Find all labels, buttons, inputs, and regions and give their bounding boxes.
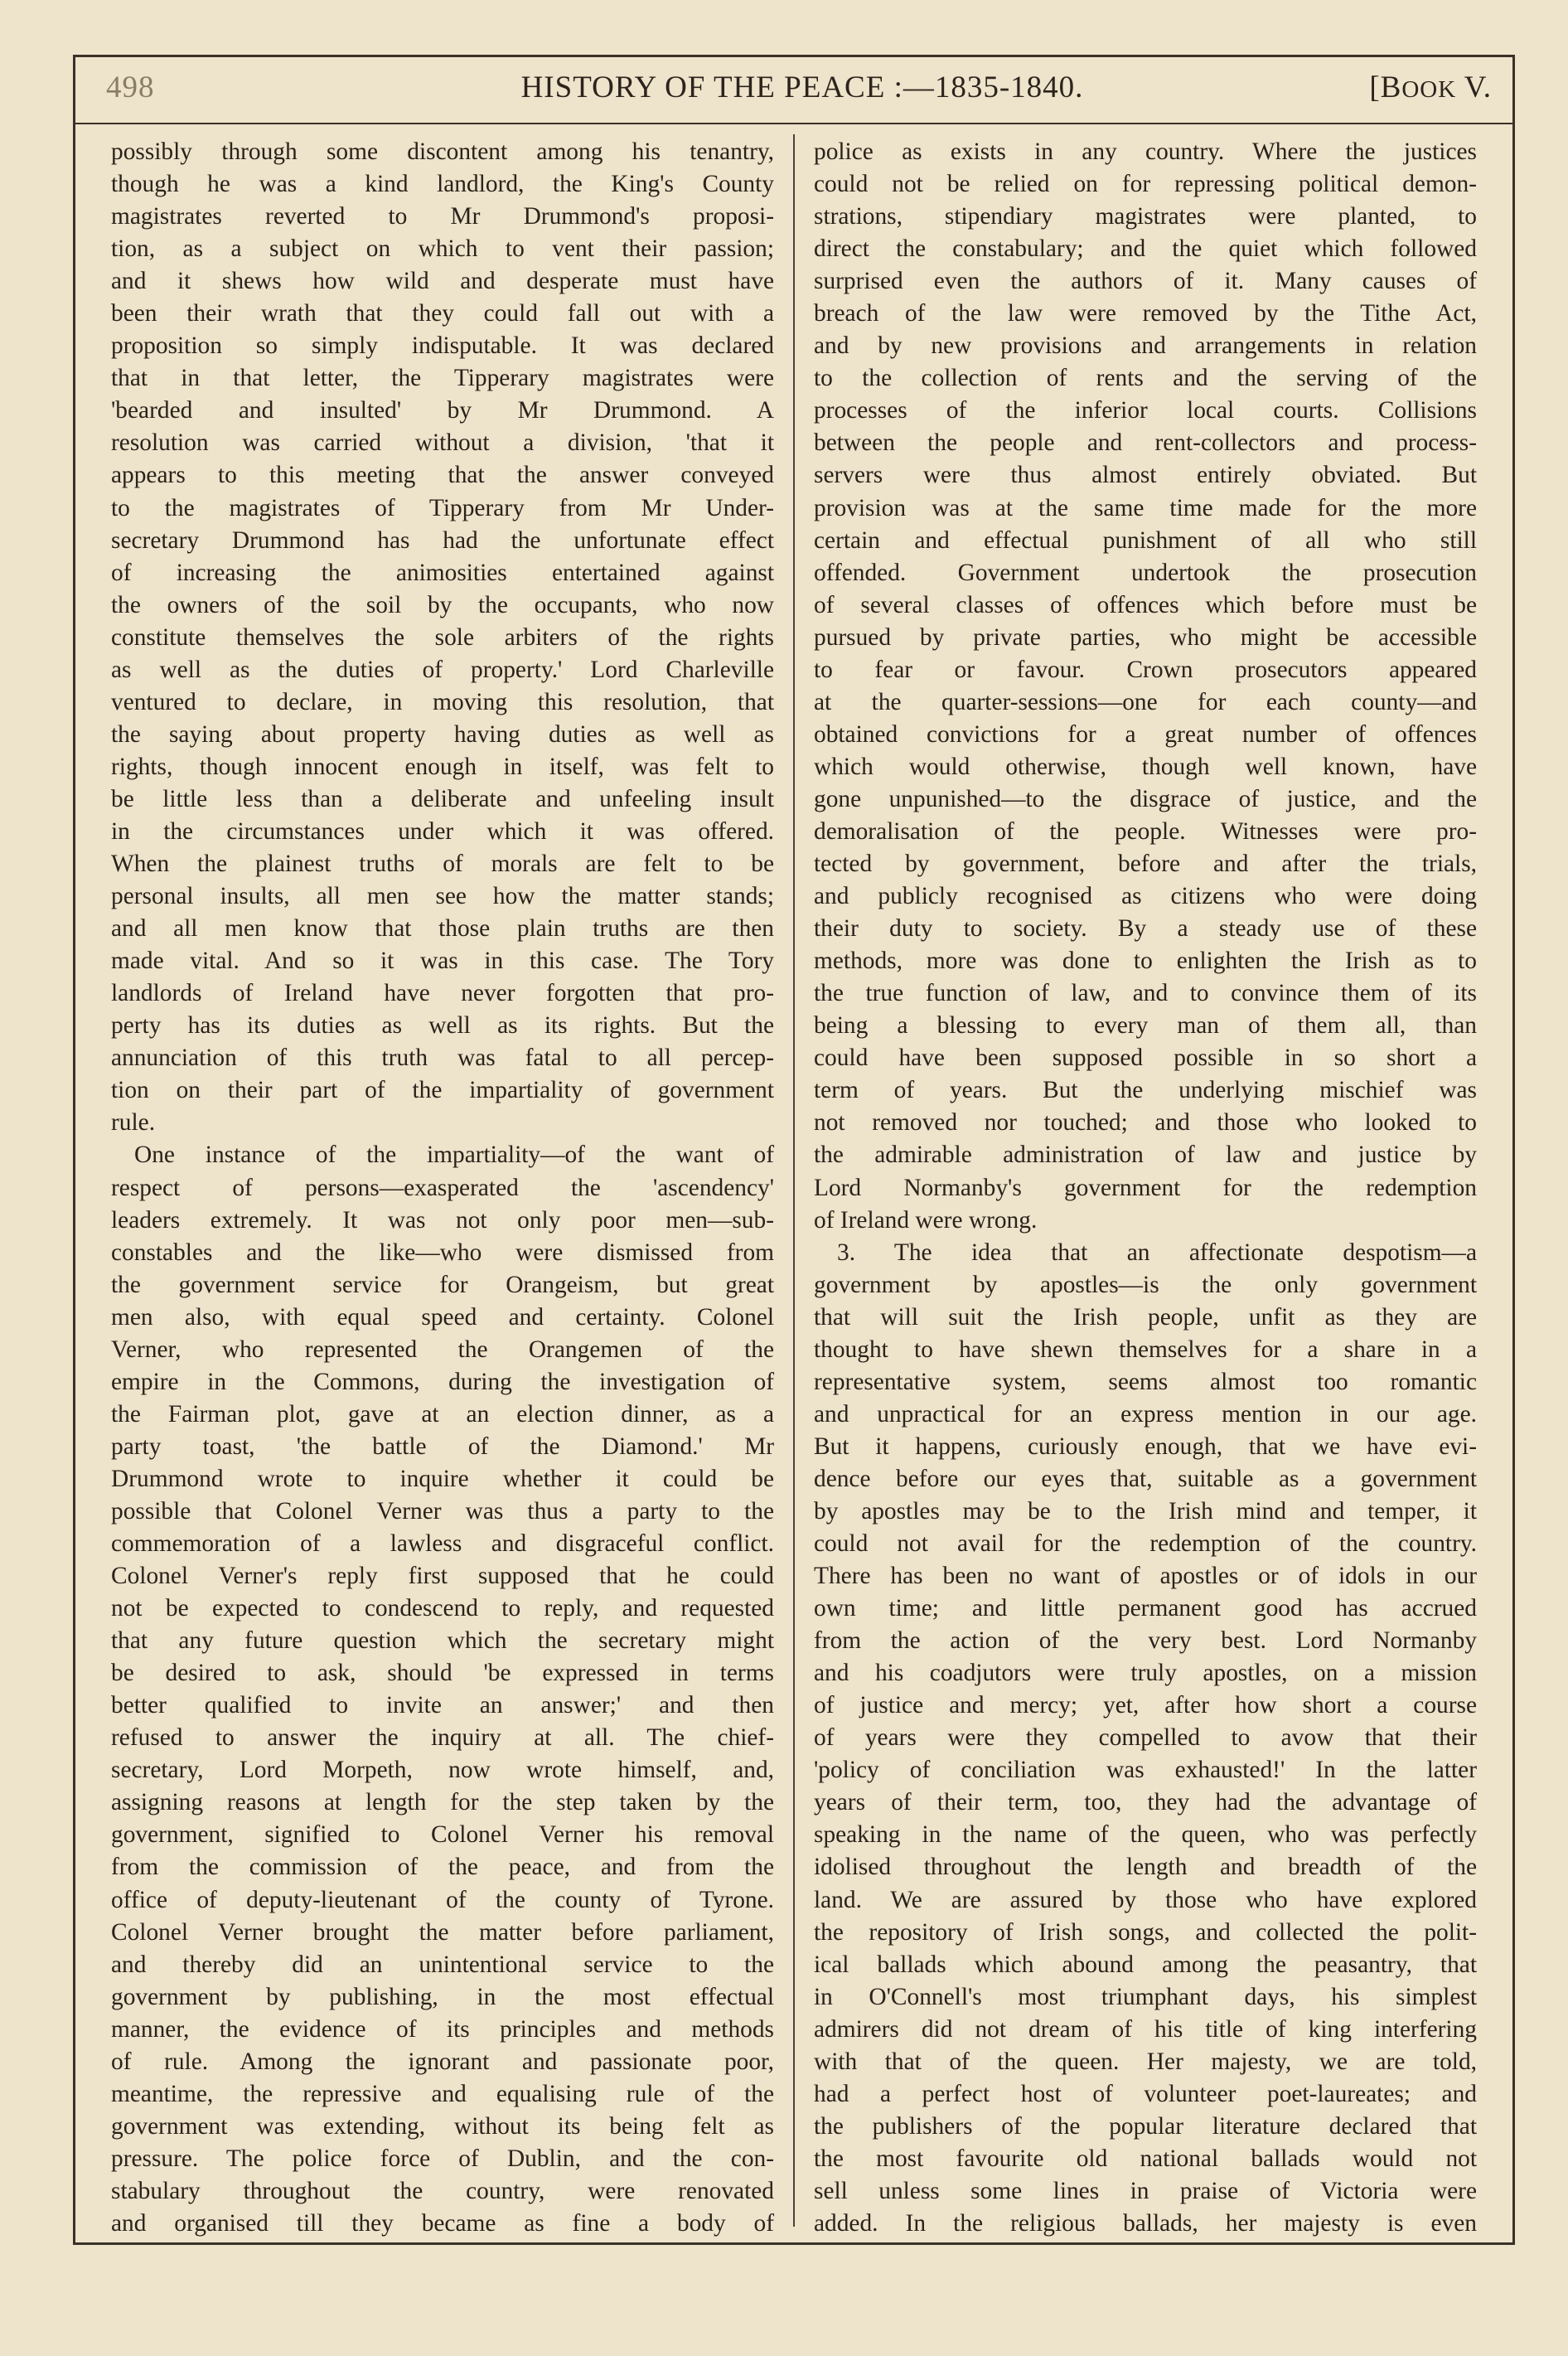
text-line: idolised throughout the length and breadth of the: [814, 1854, 1477, 1881]
text-line: rule.: [111, 1109, 156, 1137]
text-line: possibly through some discontent among his tenantry,: [111, 138, 774, 165]
text-line: pressure. The police force of Dublin, and the con-: [111, 2145, 774, 2172]
text-line: assigning reasons at length for the step taken by the: [111, 1789, 774, 1816]
text-line: not be expected to condescend to reply, and requested: [111, 1595, 774, 1622]
text-line: demoralisation of the people. Witnesses were pro-: [814, 817, 1477, 845]
text-line: proposition so simply indisputable. It was declared: [111, 332, 774, 360]
text-line: Colonel Verner brought the matter before parliament,: [111, 1918, 774, 1946]
text-line: and unpractical for an express mention in our age.: [814, 1400, 1477, 1428]
text-line: tion, as a subject on which to vent their passion;: [111, 235, 774, 263]
text-line: in the circumstances under which it was offered.: [111, 817, 774, 845]
text-line: breach of the law were removed by the Tithe Act,: [814, 300, 1477, 327]
text-line: and publicly recognised as citizens who were doing: [814, 883, 1477, 910]
text-line: at the quarter-sessions—one for each county—and: [814, 688, 1477, 715]
text-line: the saying about property having duties as well as: [111, 720, 774, 748]
text-line: direct the constabulary; and the quiet which followed: [814, 235, 1477, 263]
text-line: could not avail for the redemption of the country.: [814, 1530, 1477, 1558]
text-line: of Ireland were wrong.: [814, 1206, 1038, 1234]
left-column: [111, 136, 774, 2240]
text-line: servers were thus almost entirely obviated. But: [814, 462, 1477, 489]
running-header: [106, 70, 1498, 114]
text-line: had a perfect host of volunteer poet-laureates; and: [814, 2080, 1477, 2107]
text-line: annunciation of this truth was fatal to all percep-: [111, 1045, 774, 1072]
text-line: and by new provisions and arrangements in relation: [814, 332, 1477, 360]
text-line: Colonel Verner's reply first supposed that he could: [111, 1563, 774, 1590]
text-line: of increasing the animosities entertained against: [111, 559, 774, 586]
text-line: to the collection of rents and the serving of the: [814, 365, 1477, 392]
text-line: though he was a kind landlord, the King's County: [111, 171, 774, 198]
text-line: Lord Normanby's government for the redemption: [814, 1174, 1477, 1201]
text-line: and organised till they became as fine a body of: [111, 2210, 774, 2237]
text-line: sell unless some lines in praise of Victoria were: [814, 2177, 1477, 2204]
text-line: from the commission of the peace, and from the: [111, 1854, 774, 1881]
text-line: to fear or favour. Crown prosecutors appeared: [814, 656, 1477, 683]
book-ref-suffix: V.: [1456, 70, 1492, 104]
text-line: leaders extremely. It was not only poor men—sub-: [111, 1206, 774, 1234]
text-line: in O'Connell's most triumphant days, his simplest: [814, 1983, 1477, 2010]
text-line: Verner, who represented the Orangemen of the: [111, 1336, 774, 1363]
text-line: rights, though innocent enough in itself, was felt to: [111, 753, 774, 780]
text-line: tion on their part of the impartiality of government: [111, 1077, 774, 1104]
text-line: perty has its duties as well as its rights. But the: [111, 1012, 774, 1040]
text-line: government by apostles—is the only government: [814, 1271, 1477, 1298]
text-line: the owners of the soil by the occupants, who now: [111, 591, 774, 618]
text-line: certain and effectual punishment of all who still: [814, 526, 1477, 554]
text-line: of several classes of offences which before must be: [814, 591, 1477, 618]
text-line: 'bearded and insulted' by Mr Drummond. A: [111, 397, 774, 424]
text-line: ventured to declare, in moving this resolution, that: [111, 688, 774, 715]
text-line: tected by government, before and after the trials,: [814, 851, 1477, 878]
text-line: possible that Colonel Verner was thus a party to the: [111, 1497, 774, 1525]
text-line: empire in the Commons, during the investigation of: [111, 1368, 774, 1395]
text-line: could have been supposed possible in so short a: [814, 1045, 1477, 1072]
text-line: gone unpunished—to the disgrace of justice, and the: [814, 785, 1477, 812]
text-line: between the people and rent-collectors and process-: [814, 429, 1477, 457]
book-reference: [1369, 70, 1492, 105]
text-line: the government service for Orangeism, but great: [111, 1271, 774, 1298]
text-line: constitute themselves the sole arbiters of the rights: [111, 623, 774, 651]
text-line: resolution was carried without a division, 'that it: [111, 429, 774, 457]
text-line: men also, with equal speed and certainty. Colonel: [111, 1303, 774, 1331]
text-line: There has been no want of apostles or of idols in our: [814, 1563, 1477, 1590]
text-line: office of deputy-lieutenant of the county of Tyrone.: [111, 1886, 774, 1913]
text-line: as well as the duties of property.' Lord Charleville: [111, 656, 774, 683]
text-line: stabulary throughout the country, were renovated: [111, 2177, 774, 2204]
text-line: that in that letter, the Tipperary magistrates were: [111, 365, 774, 392]
text-line: be desired to ask, should 'be expressed in terms: [111, 1660, 774, 1687]
text-line: secretary, Lord Morpeth, now wrote himself, and,: [111, 1757, 774, 1784]
text-line: secretary Drummond has had the unfortunate effect: [111, 526, 774, 554]
text-line: magistrates reverted to Mr Drummond's proposi-: [111, 203, 774, 230]
text-line: party toast, 'the battle of the Diamond.' Mr: [111, 1433, 774, 1460]
text-line: ical ballads which abound among the peasantry, that: [814, 1951, 1477, 1978]
text-line: of years were they compelled to avow that their: [814, 1724, 1477, 1752]
header-rule: [73, 123, 1515, 124]
text-line: government was extending, without its being felt as: [111, 2112, 774, 2140]
text-line: term of years. But the underlying mischief was: [814, 1077, 1477, 1104]
text-line: which would otherwise, though well known, have: [814, 753, 1477, 780]
running-title: HISTORY OF THE PEACE :—1835-1840.: [520, 70, 1084, 104]
text-line: pursued by private parties, who might be accessible: [814, 623, 1477, 651]
text-line: added. In the religious ballads, her majesty is even: [814, 2210, 1477, 2237]
text-line: the true function of law, and to convince them of its: [814, 980, 1477, 1007]
text-line: But it happens, curiously enough, that we have evi-: [814, 1433, 1477, 1460]
text-line: to the magistrates of Tipperary from Mr Under-: [111, 494, 774, 521]
book-ref-caps: OOK: [1401, 76, 1457, 103]
book-ref-prefix: [B: [1369, 70, 1402, 104]
text-line: When the plainest truths of morals are felt to be: [111, 851, 774, 878]
text-line: surprised even the authors of it. Many causes of: [814, 268, 1477, 295]
text-line: admirers did not dream of his title of king interfering: [814, 2015, 1477, 2043]
text-line: commemoration of a lawless and disgraceful conflict.: [111, 1530, 774, 1558]
text-line: better qualified to invite an answer;' and then: [111, 1692, 774, 1719]
text-line: respect of persons—exasperated the 'ascendency': [111, 1174, 774, 1201]
text-line: from the action of the very best. Lord Normanby: [814, 1627, 1477, 1655]
text-line: manner, the evidence of its principles and methods: [111, 2015, 774, 2043]
text-line: their duty to society. By a steady use of these: [814, 915, 1477, 943]
text-line: offended. Government undertook the prosecution: [814, 559, 1477, 586]
text-line: 'policy of conciliation was exhausted!' In the latter: [814, 1757, 1477, 1784]
text-line: and thereby did an unintentional service to the: [111, 1951, 774, 1978]
text-line: processes of the inferior local courts. Collisions: [814, 397, 1477, 424]
right-column: [814, 136, 1477, 2240]
text-line: being a blessing to every man of them all, than: [814, 1012, 1477, 1040]
text-line: own time; and little permanent good has accrued: [814, 1595, 1477, 1622]
text-line: police as exists in any country. Where the justices: [814, 138, 1477, 165]
text-line: of rule. Among the ignorant and passionate poor,: [111, 2048, 774, 2075]
text-line: speaking in the name of the queen, who was perfectly: [814, 1821, 1477, 1849]
text-line: landlords of Ireland have never forgotten that pro-: [111, 980, 774, 1007]
text-line: provision was at the same time made for the more: [814, 494, 1477, 521]
text-line: government by publishing, in the most effectual: [111, 1983, 774, 2010]
text-line: One instance of the impartiality—of the want of: [134, 1142, 774, 1169]
text-line: meantime, the repressive and equalising rule of the: [111, 2080, 774, 2107]
page-number: 498: [106, 70, 155, 104]
text-line: 3. The idea that an affectionate despotism—a: [837, 1239, 1477, 1266]
text-line: been their wrath that they could fall out with a: [111, 300, 774, 327]
text-line: the admirable administration of law and justice by: [814, 1142, 1477, 1169]
text-line: and all men know that those plain truths are then: [111, 915, 774, 943]
text-line: appears to this meeting that the answer conveyed: [111, 462, 774, 489]
text-line: could not be relied on for repressing political demon-: [814, 171, 1477, 198]
text-line: constables and the like—who were dismissed from: [111, 1239, 774, 1266]
text-line: the publishers of the popular literature declared that: [814, 2112, 1477, 2140]
text-line: methods, more was done to enlighten the Irish as to: [814, 948, 1477, 975]
text-line: that any future question which the secretary might: [111, 1627, 774, 1655]
text-line: the repository of Irish songs, and collected the polit-: [814, 1918, 1477, 1946]
text-line: dence before our eyes that, suitable as a government: [814, 1465, 1477, 1492]
text-line: be little less than a deliberate and unfeeling insult: [111, 785, 774, 812]
text-line: obtained convictions for a great number of offences: [814, 720, 1477, 748]
text-line: representative system, seems almost too romantic: [814, 1368, 1477, 1395]
text-line: and it shews how wild and desperate must have: [111, 268, 774, 295]
text-line: the Fairman plot, gave at an election dinner, as a: [111, 1400, 774, 1428]
text-line: government, signified to Colonel Verner his removal: [111, 1821, 774, 1849]
text-line: land. We are assured by those who have explored: [814, 1886, 1477, 1913]
text-line: the most favourite old national ballads would not: [814, 2145, 1477, 2172]
text-line: strations, stipendiary magistrates were planted, to: [814, 203, 1477, 230]
column-divider: [793, 134, 795, 2227]
text-line: thought to have shewn themselves for a share in a: [814, 1336, 1477, 1363]
text-line: not removed nor touched; and those who looked to: [814, 1109, 1477, 1137]
text-line: of justice and mercy; yet, after how short a course: [814, 1692, 1477, 1719]
text-line: by apostles may be to the Irish mind and temper, it: [814, 1497, 1477, 1525]
text-line: with that of the queen. Her majesty, we are told,: [814, 2048, 1477, 2075]
text-line: made vital. And so it was in this case. The Tory: [111, 948, 774, 975]
text-line: Drummond wrote to inquire whether it could be: [111, 1465, 774, 1492]
text-line: that will suit the Irish people, unfit as they are: [814, 1303, 1477, 1331]
text-line: personal insults, all men see how the matter stands;: [111, 883, 774, 910]
text-line: and his coadjutors were truly apostles, on a mission: [814, 1660, 1477, 1687]
text-line: years of their term, too, they had the advantage of: [814, 1789, 1477, 1816]
text-line: refused to answer the inquiry at all. The chief-: [111, 1724, 774, 1752]
